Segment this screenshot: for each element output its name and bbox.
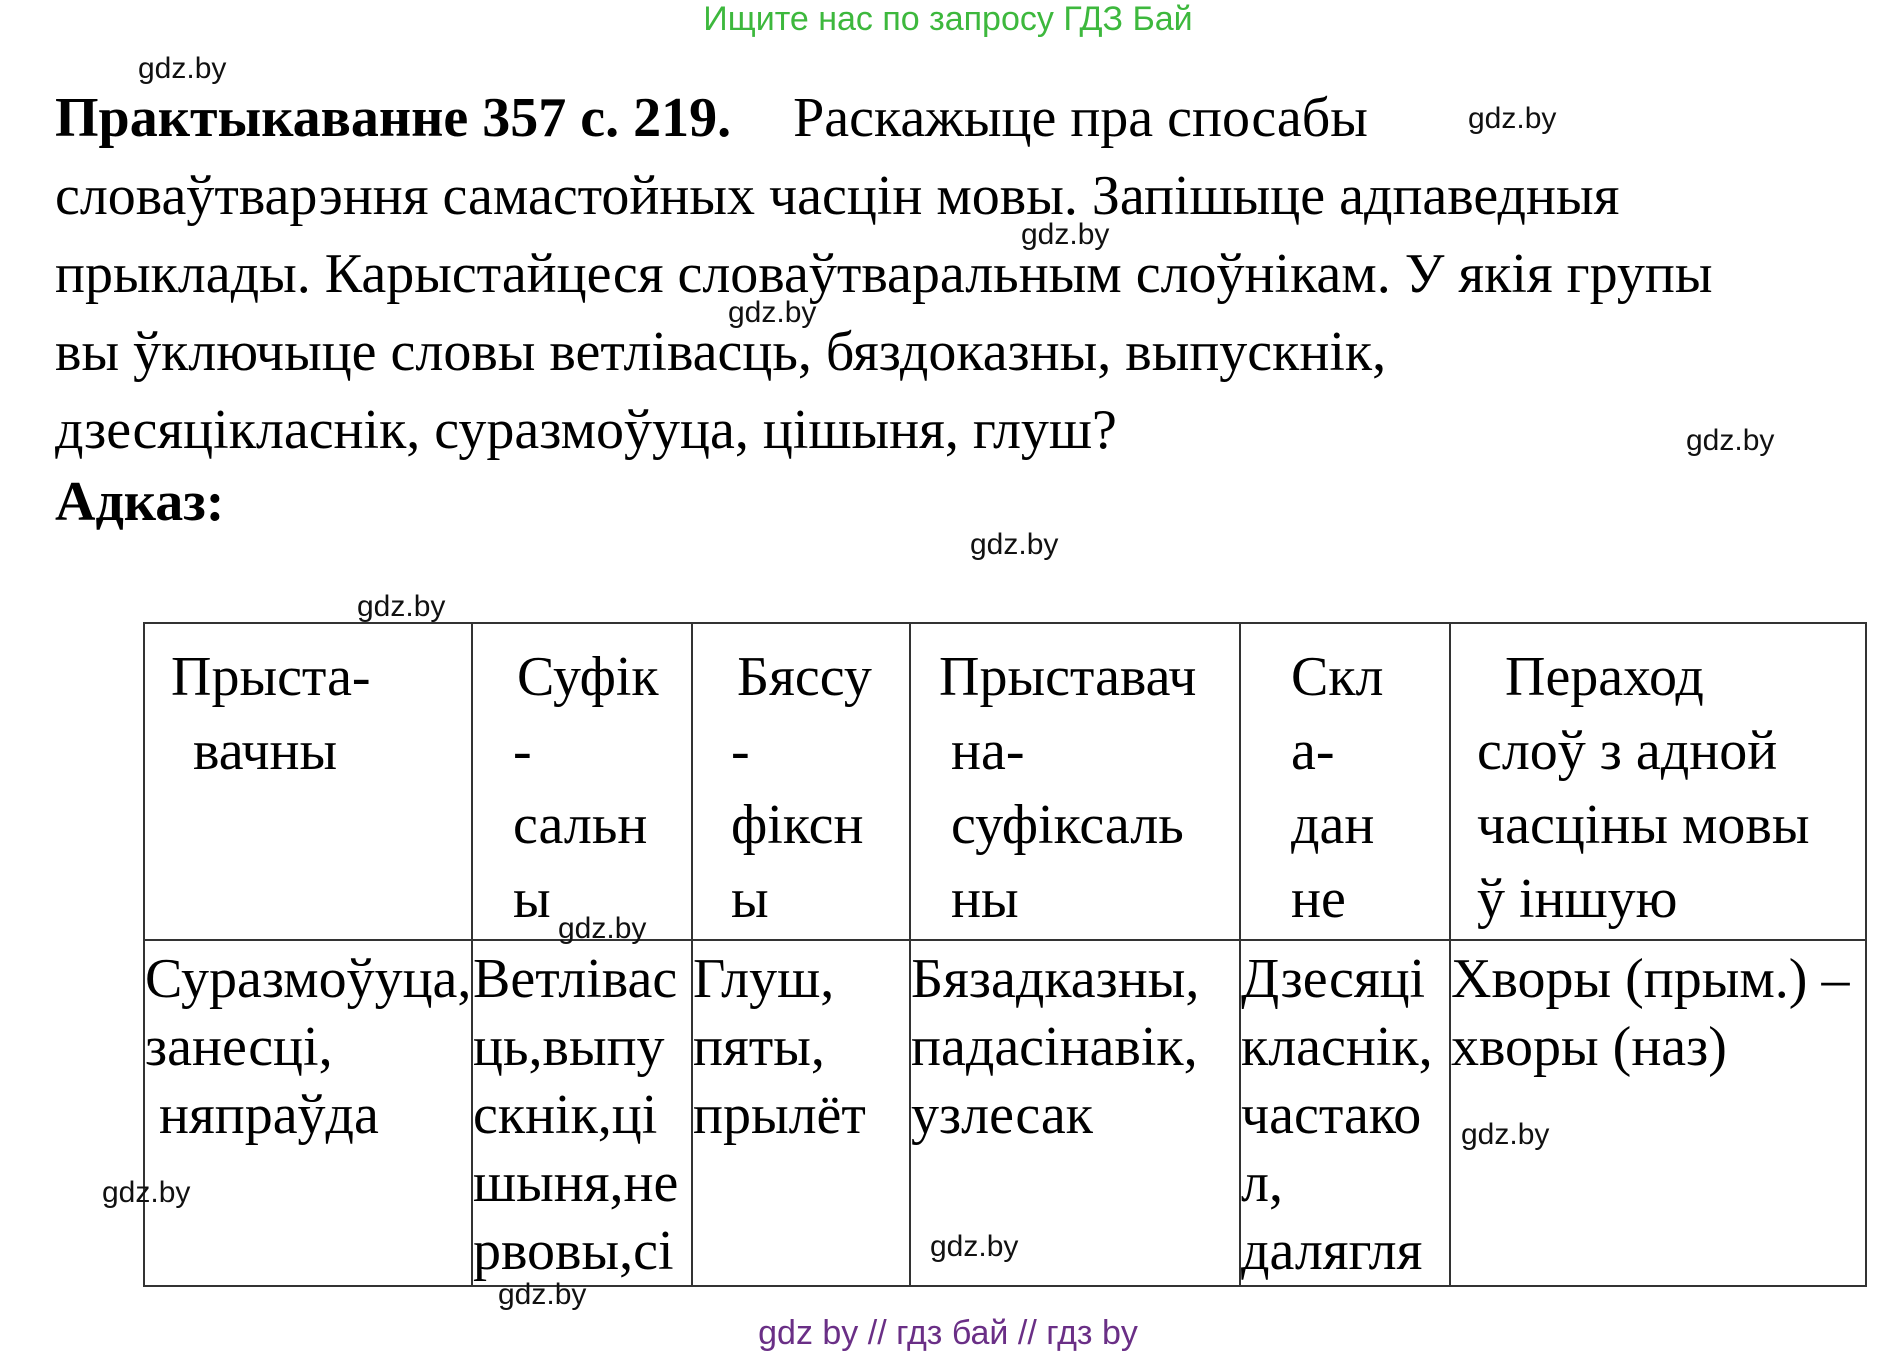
task-line-5: дзесяцікласнік, суразмоўуца, цішыня, глуш? [55,399,1117,461]
footer-links: gdz by // гдз бай // гдз by [758,1314,1138,1352]
task-line-4: вы ўключыце словы ветлівасць, бяздоказны, выпускнік, [55,321,1387,383]
watermark: gdz.by [930,1230,1019,1263]
watermark: gdz.by [970,528,1059,561]
answer-heading: Адказ: [55,471,225,533]
task-heading: Практыкаванне 357 с. 219. [55,87,732,149]
task-text: Раскажыце пра спосабы [793,87,1368,149]
table-cell: Бязадказны, падасінавік, узлесак [910,940,1240,1286]
header-cell-nonaffix: Бяссу - фіксн ы [692,623,910,940]
task-line-1 [55,86,1368,150]
watermark: gdz.by [1021,218,1110,251]
table-cell: Хворы (прым.) – хворы (наз) [1450,940,1866,1286]
search-banner: Ищите нас по запросу ГДЗ Бай [703,0,1193,38]
table-cell: Суразмоўуца, занесці, няпраўда [144,940,472,1286]
table-header-row [144,623,1866,940]
table-cell: Ветлівас ць,выпу скнік,ці шыня,не рвовы,сі [472,940,692,1286]
header-cell-compound: Скл а- дан не [1240,623,1450,940]
watermark: gdz.by [558,912,647,945]
watermark: gdz.by [1686,424,1775,457]
header-cell-prefix-suffix: Прыставач на- суфіксаль ны [910,623,1240,940]
task-line-2: словаўтварэння самастойных часцін мовы. Запішыце адпаведныя [55,165,1620,227]
watermark: gdz.by [102,1176,191,1209]
watermark: gdz.by [357,590,446,623]
header-cell-conversion: Пераход слоў з адной часціны мовы ў іншую [1450,623,1866,940]
header-cell-suffix: Суфік - сальн ы [472,623,692,940]
watermark: gdz.by [1468,102,1557,135]
watermark: gdz.by [728,296,817,329]
task-line-3: прыклады. Карыстайцеся словаўтваральным слоўнікам. У якія групы [55,243,1713,305]
watermark: gdz.by [1461,1118,1550,1151]
table-cell: Глуш, пяты, прылёт [692,940,910,1286]
header-cell-prefix: Прыста- вачны [144,623,472,940]
watermark: gdz.by [138,52,227,85]
answer-table [143,622,1867,1287]
table-cell: Дзесяці класнік, частако л, далягля [1240,940,1450,1286]
watermark: gdz.by [498,1278,587,1311]
